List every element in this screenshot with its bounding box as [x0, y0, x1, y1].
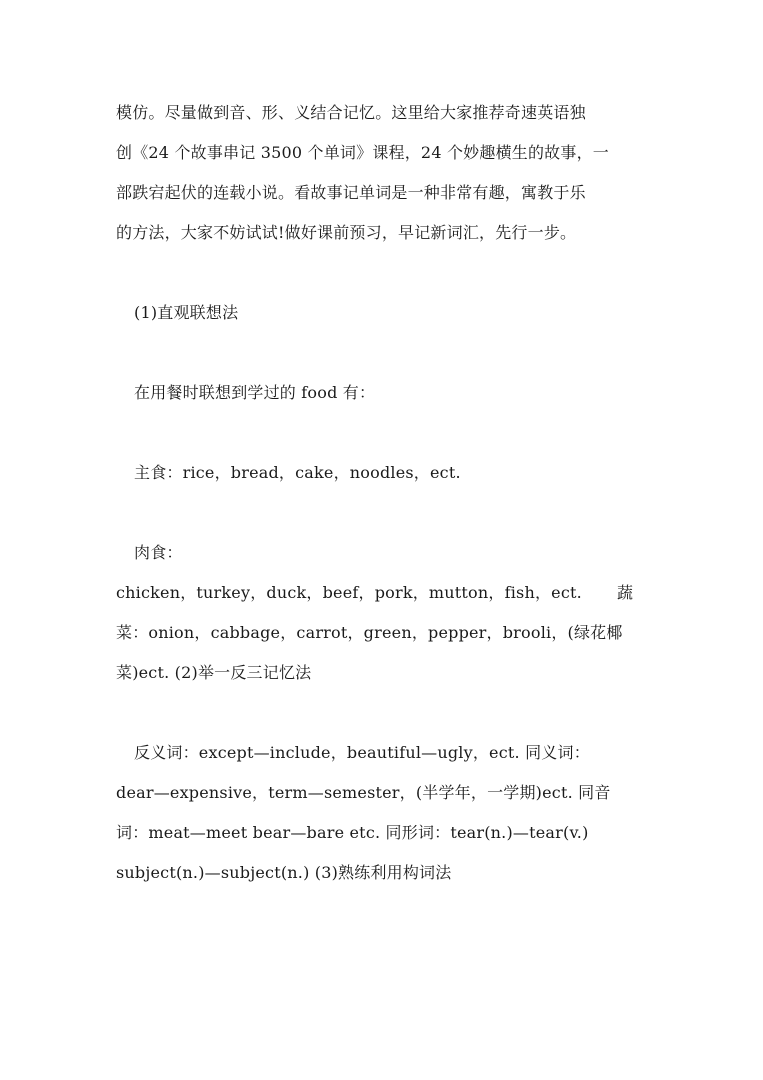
meat-label: 肉食：: [134, 543, 183, 562]
vegetable-label-start: 蔬: [617, 583, 634, 602]
paragraph-line-4: 的方法，大家不妨试试!做好课前预习，早记新词汇，先行一步。: [116, 223, 577, 242]
paragraph-line-1: 模仿。尽量做到音、形、义结合记忆。这里给大家推荐奇速英语独: [116, 103, 586, 122]
vegetable-list-line: 菜：onion，cabbage，carrot，green，pepper，brooli，(绿花椰: [116, 623, 623, 642]
section-heading-intuitive-association: (1)直观联想法: [134, 303, 239, 322]
vegetable-list-end-and-heading: 菜)ect. (2)举一反三记忆法: [116, 663, 312, 682]
staple-food-line: 主食：rice，bread，cake，noodles，ect.: [134, 463, 461, 482]
meat-list-line: chicken，turkey，duck，beef，pork，mutton，fish，ect.: [116, 583, 582, 602]
food-intro-text: 在用餐时联想到学过的 food 有：: [134, 383, 376, 402]
paragraph-line-2: 创《24 个故事串记 3500 个单词》课程，24 个妙趣横生的故事，一: [116, 143, 609, 162]
word-relations-line-1: 反义词：except—include，beautiful—ugly，ect. 同义词：: [134, 743, 590, 762]
paragraph-line-3: 部跌宕起伏的连载小说。看故事记单词是一种非常有趣，寓教于乐: [116, 183, 586, 202]
word-relations-line-4: subject(n.)—subject(n.) (3)熟练利用构词法: [116, 863, 452, 882]
word-relations-line-3: 词：meat—meet bear—bare etc. 同形词：tear(n.)—tear(v.): [116, 823, 589, 842]
word-relations-line-2: dear—expensive，term—semester，(半学年，一学期)ect. 同音: [116, 783, 611, 802]
